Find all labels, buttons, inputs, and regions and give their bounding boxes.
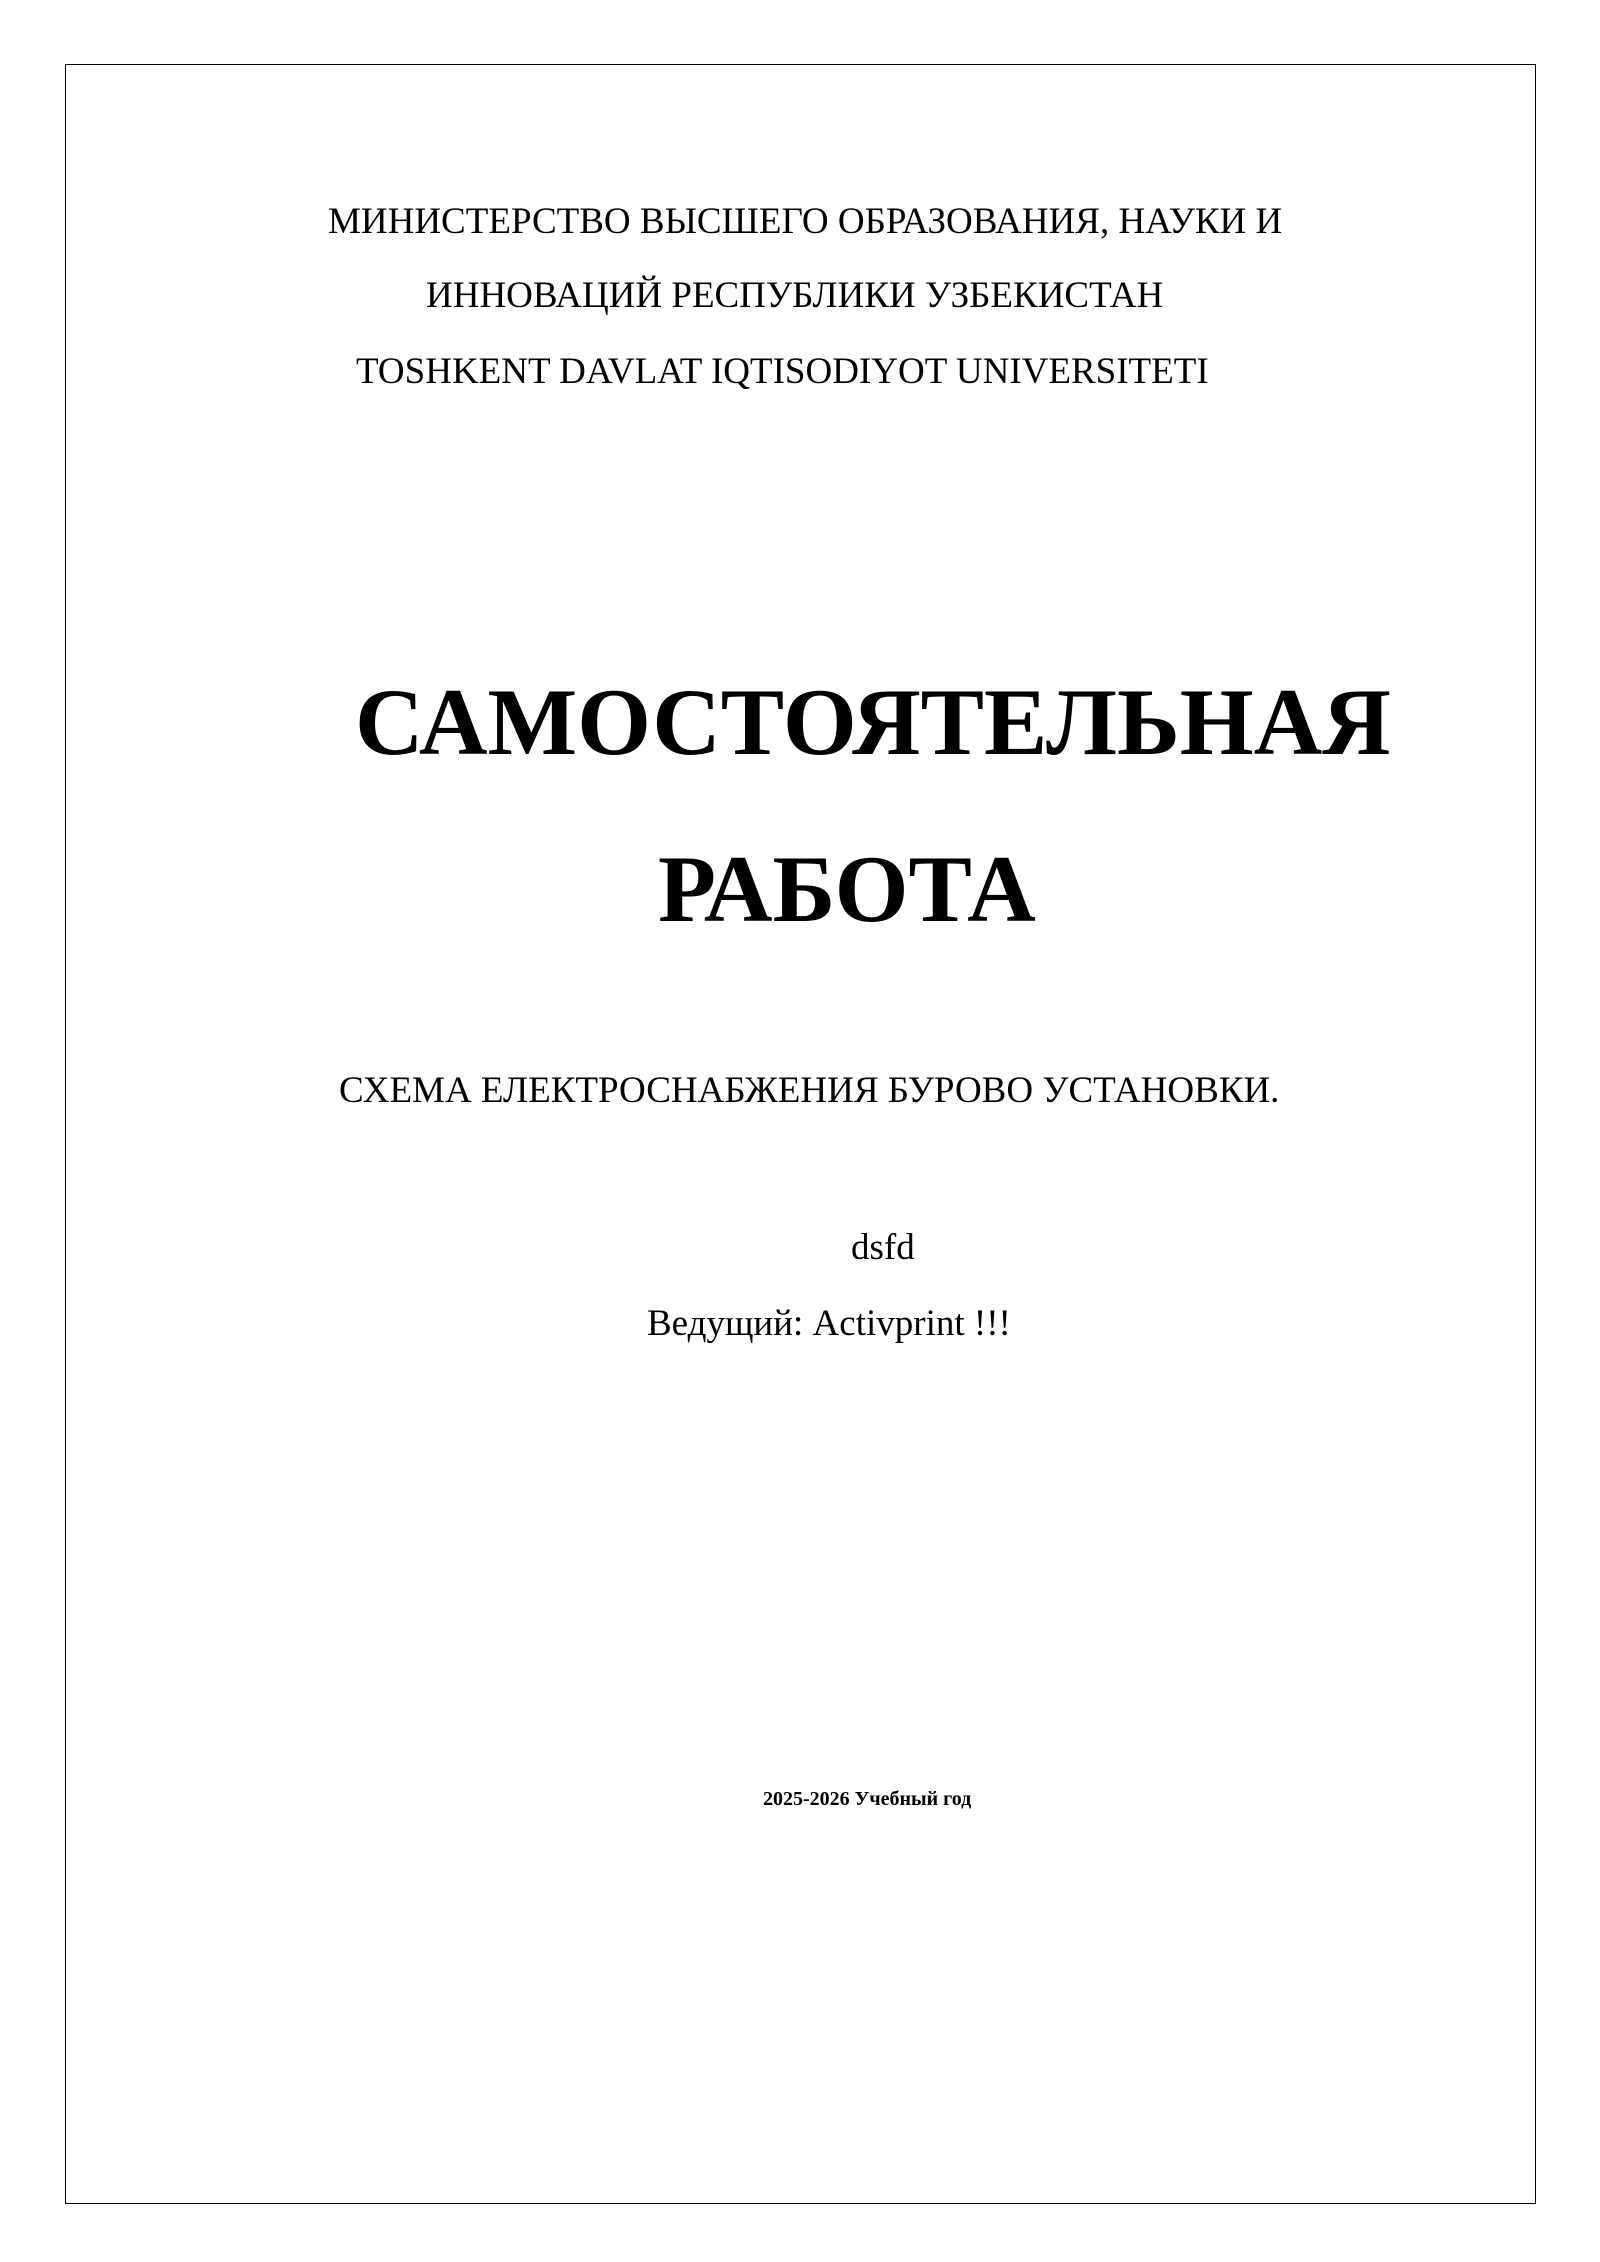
document-title-line-2: РАБОТА bbox=[658, 836, 1036, 942]
supervisor-line: Ведущий: Activprint !!! bbox=[647, 1303, 1011, 1344]
ministry-line-2: ИННОВАЦИЙ РЕСПУБЛИКИ УЗБЕКИСТАН bbox=[426, 275, 1164, 316]
work-topic: СХЕМА ЕЛЕКТРОСНАБЖЕНИЯ БУРОВО УСТАНОВКИ. bbox=[339, 1070, 1280, 1111]
university-name: TOSHKENT DAVLAT IQTISODIYOT UNIVERSITETI bbox=[356, 351, 1209, 392]
document-title-line-1: САМОСТОЯТЕЛЬНАЯ bbox=[355, 669, 1391, 775]
academic-year: 2025-2026 Учебный год bbox=[763, 1788, 972, 1810]
ministry-line-1: МИНИСТЕРСТВО ВЫСШЕГО ОБРАЗОВАНИЯ, НАУКИ И bbox=[328, 201, 1283, 242]
student-name: dsfd bbox=[851, 1227, 915, 1268]
